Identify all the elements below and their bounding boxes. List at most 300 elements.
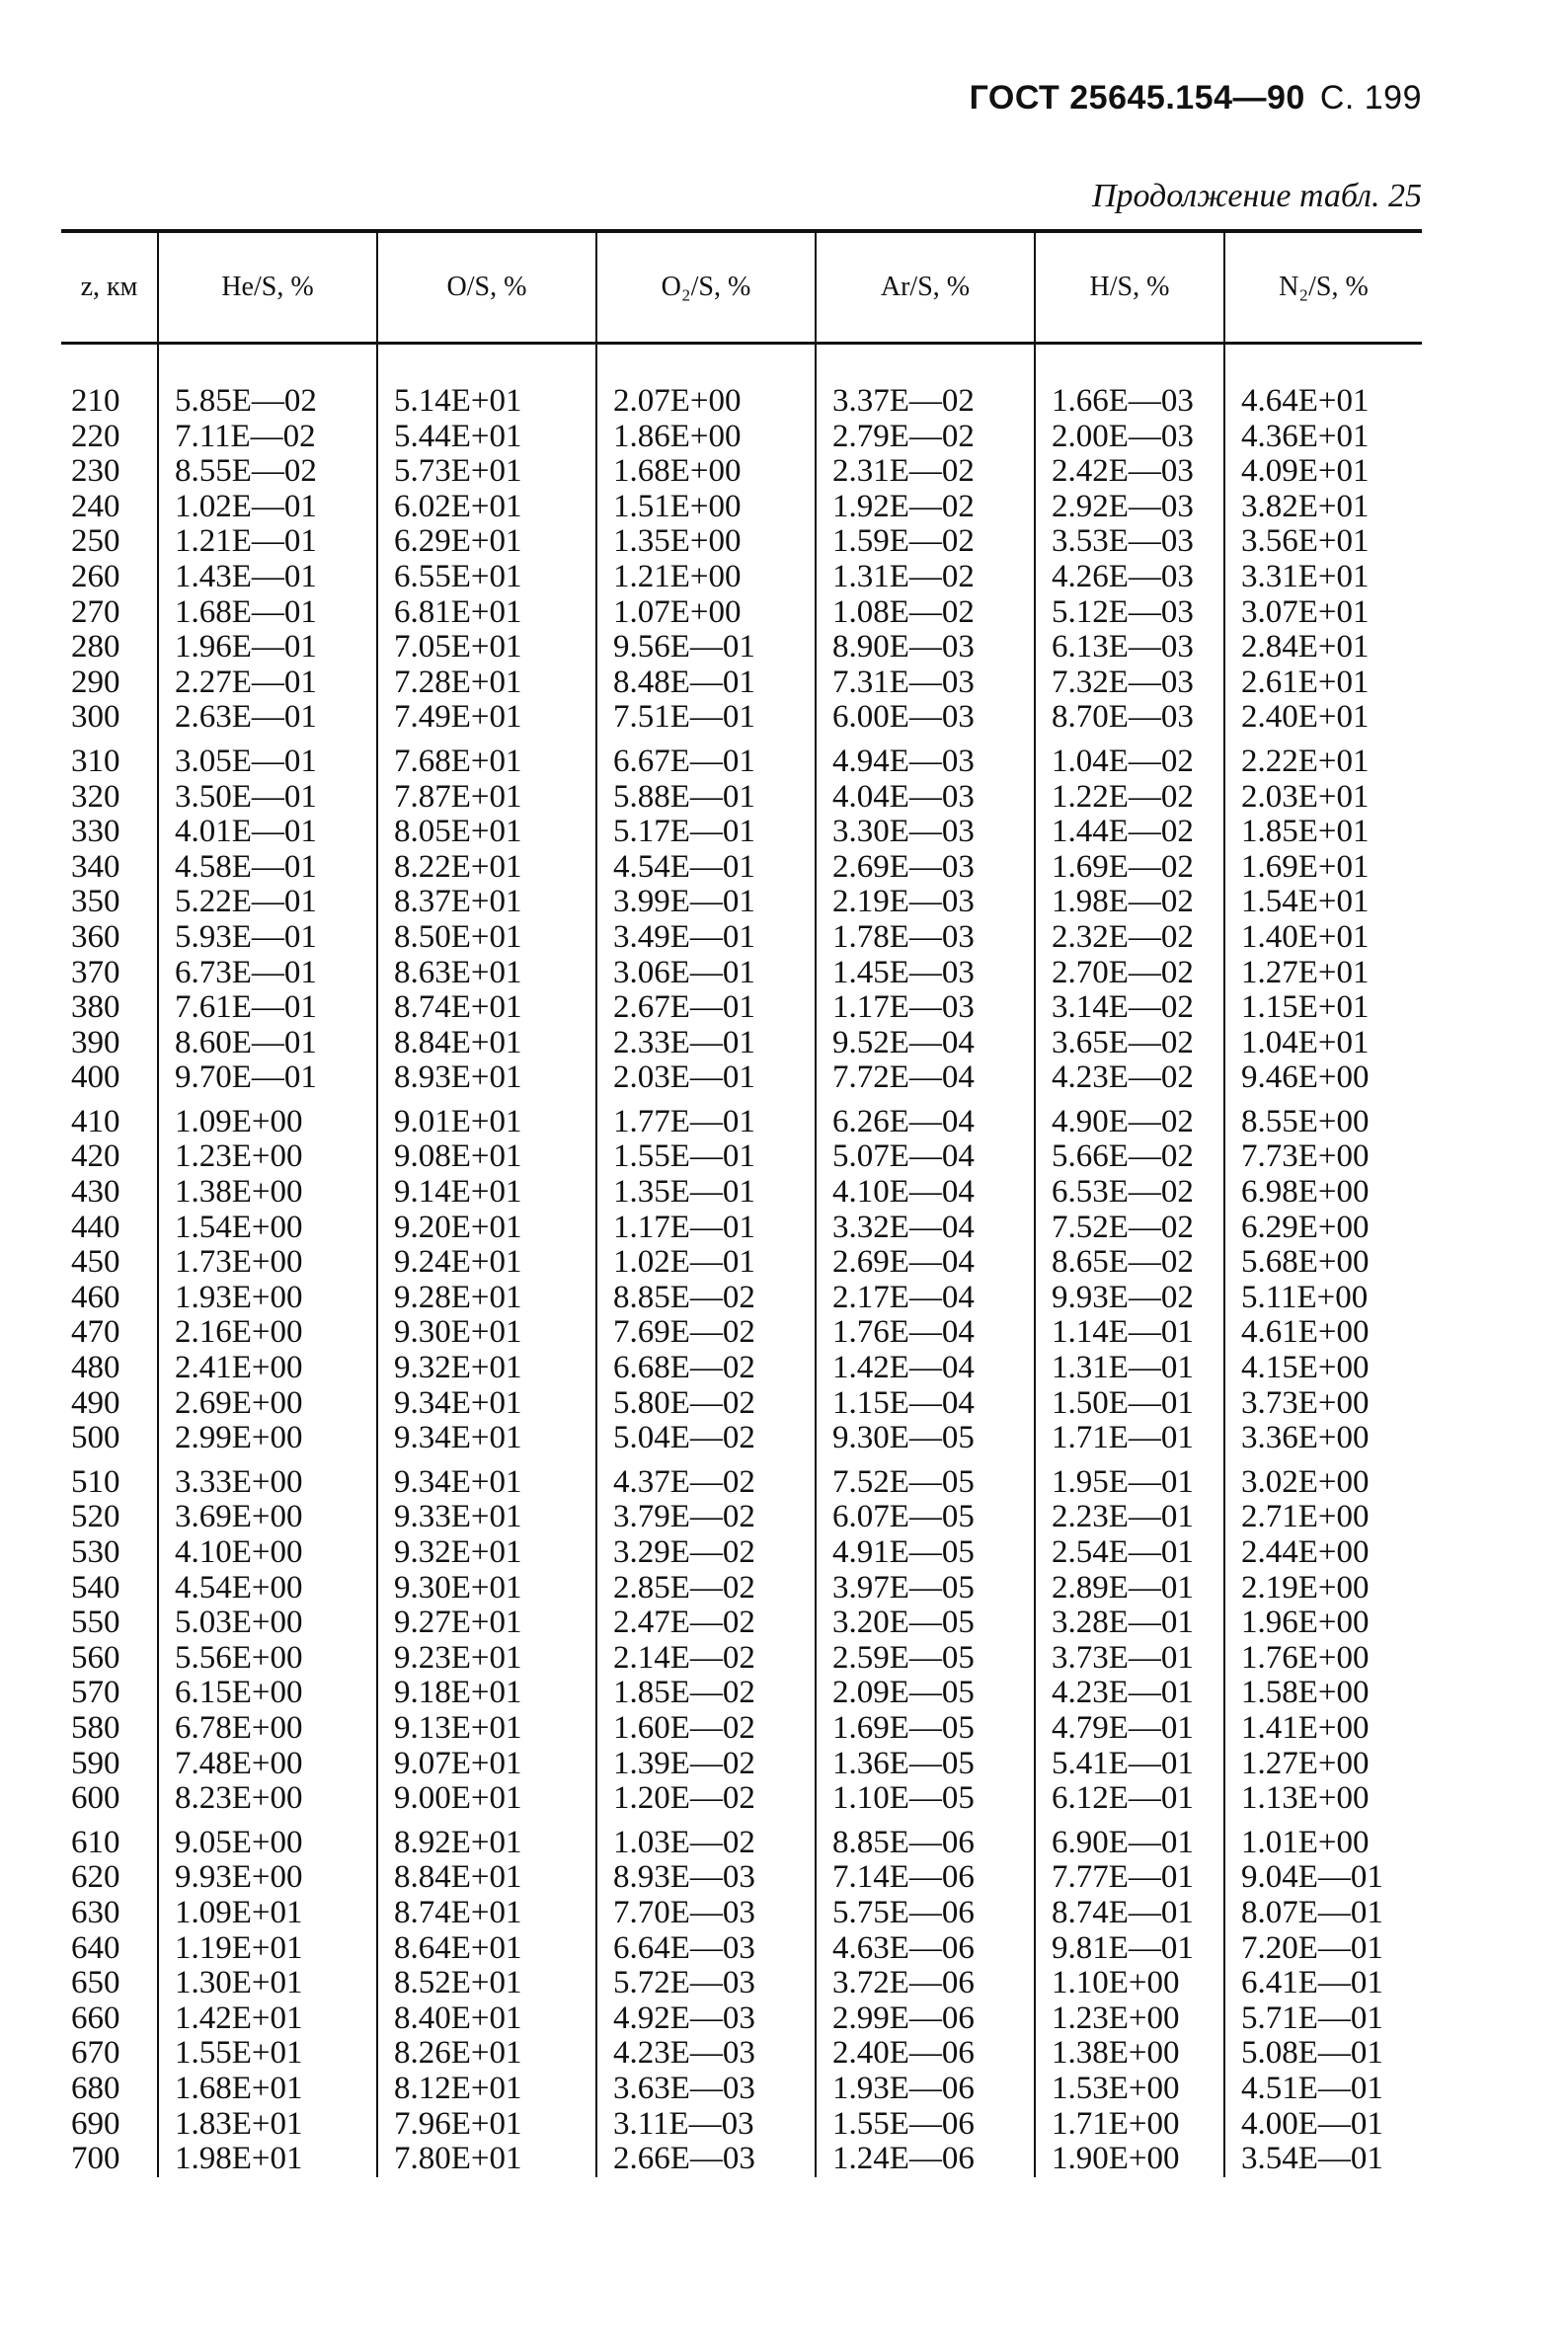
he-cell: 1.23E+00 [158,1139,377,1175]
h-cell: 1.98E—02 [1035,885,1224,920]
altitude-cell: 600 [71,1780,120,1817]
ar-cell: 1.36E—05 [816,1747,1035,1782]
n2-cell: 1.58E+00 [1224,1676,1422,1711]
ar-cell: 5.07E—04 [816,1139,1035,1175]
table-row [61,1535,1422,1571]
o-cell: 7.87E+01 [377,780,596,816]
altitude-cell: 380 [71,989,120,1026]
o-cell: 8.40E+01 [377,2001,596,2037]
o2-cell: 8.48E—01 [596,666,816,701]
o-cell: 7.49E+01 [377,700,596,736]
n2-cell: 3.54E—01 [1224,2142,1422,2177]
table-row [61,1500,1422,1535]
o-cell: 9.14E+01 [377,1175,596,1211]
o-cell: 9.30E+01 [377,1571,596,1607]
table-row [61,1026,1422,1061]
o-cell: 7.68E+01 [377,736,596,780]
he-cell: 4.10E+00 [158,1535,377,1571]
table-header-row [61,231,1422,344]
he-cell: 5.22E—01 [158,885,377,920]
ar-cell: 9.52E—04 [816,1026,1035,1061]
h-cell: 6.90E—01 [1035,1817,1224,1861]
table-row [61,1175,1422,1211]
h-cell: 7.77E—01 [1035,1860,1224,1896]
h-cell: 5.66E—02 [1035,1139,1224,1175]
ar-cell: 4.94E—03 [816,736,1035,780]
he-cell: 2.69E+00 [158,1386,377,1422]
ar-cell: 1.15E—04 [816,1386,1035,1422]
ar-cell: 7.31E—03 [816,666,1035,701]
table-row [61,780,1422,816]
he-cell: 1.09E+01 [158,1896,377,1931]
ar-cell: 2.19E—03 [816,885,1035,920]
h-cell: 7.32E—03 [1035,666,1224,701]
ar-cell: 1.78E—03 [816,920,1035,956]
table-row [61,1386,1422,1422]
altitude-cell: 430 [71,1174,120,1211]
n2-cell: 4.61E+00 [1224,1315,1422,1351]
species-ratio-table [61,229,1422,2177]
table-row [61,454,1422,490]
o-cell: 8.37E+01 [377,885,596,920]
h-cell: 1.04E—02 [1035,736,1224,780]
altitude-cell: 690 [71,2105,120,2142]
he-cell: 1.38E+00 [158,1175,377,1211]
he-cell: 6.73E—01 [158,956,377,991]
n2-cell: 3.07E+01 [1224,595,1422,631]
o2-cell: 2.85E—02 [596,1571,816,1607]
he-cell: 2.41E+00 [158,1351,377,1386]
o2-cell: 4.92E—03 [596,2001,816,2037]
o2-cell: 3.99E—01 [596,885,816,920]
h-cell: 8.65E—02 [1035,1245,1224,1281]
altitude-cell: 410 [71,1103,120,1139]
h-cell: 3.53E—03 [1035,524,1224,560]
o-cell: 9.08E+01 [377,1139,596,1175]
altitude-cell: 210 [71,383,120,419]
altitude-cell: 490 [71,1384,120,1421]
h-cell: 1.31E—01 [1035,1351,1224,1386]
o-cell: 9.33E+01 [377,1500,596,1535]
ar-cell: 1.93E—06 [816,2072,1035,2107]
altitude-cell: 470 [71,1314,120,1351]
n2-cell: 8.55E+00 [1224,1096,1422,1140]
he-cell: 5.85E—02 [158,344,377,420]
h-cell: 1.14E—01 [1035,1315,1224,1351]
o-cell: 7.28E+01 [377,666,596,701]
table-row [61,1781,1422,1817]
ar-cell: 6.07E—05 [816,1500,1035,1535]
o-cell: 9.34E+01 [377,1456,596,1501]
o-cell: 8.93E+01 [377,1060,596,1096]
n2-cell: 2.44E+00 [1224,1535,1422,1571]
altitude-cell: 440 [71,1209,120,1245]
o2-cell: 5.04E—02 [596,1421,816,1456]
altitude-cell: 330 [71,814,120,850]
o2-cell: 2.66E—03 [596,2142,816,2177]
n2-cell: 6.98E+00 [1224,1175,1422,1211]
o-cell: 9.32E+01 [377,1351,596,1386]
table-row [61,2036,1422,2072]
n2-cell: 1.76E+00 [1224,1641,1422,1677]
n2-cell: 1.41E+00 [1224,1711,1422,1747]
o2-cell: 5.80E—02 [596,1386,816,1422]
o2-cell: 7.70E—03 [596,1896,816,1931]
h-cell: 9.81E—01 [1035,1931,1224,1967]
n2-cell: 6.29E+00 [1224,1211,1422,1246]
ar-cell: 8.85E—06 [816,1817,1035,1861]
he-cell: 1.09E+00 [158,1096,377,1140]
altitude-cell: 340 [71,848,120,885]
ar-cell: 3.72E—06 [816,1966,1035,2001]
o-cell: 6.81E+01 [377,595,596,631]
o2-cell: 2.47E—02 [596,1606,816,1641]
table-row [61,990,1422,1026]
o2-cell: 5.72E—03 [596,1966,816,2001]
altitude-cell: 530 [71,1534,120,1570]
ar-cell: 3.30E—03 [816,815,1035,850]
h-cell: 1.10E+00 [1035,1966,1224,2001]
ar-cell: 3.37E—02 [816,344,1035,420]
he-cell: 8.23E+00 [158,1781,377,1817]
o2-cell: 1.55E—01 [596,1139,816,1175]
o2-cell: 1.02E—01 [596,1245,816,1281]
table-row [61,1571,1422,1607]
o2-cell: 6.67E—01 [596,736,816,780]
h-cell: 4.79E—01 [1035,1711,1224,1747]
o2-cell: 4.23E—03 [596,2036,816,2072]
ar-cell: 1.92E—02 [816,490,1035,525]
o-cell: 9.01E+01 [377,1096,596,1140]
h-cell: 1.69E—02 [1035,850,1224,886]
o2-cell: 7.51E—01 [596,700,816,736]
o2-cell: 3.49E—01 [596,920,816,956]
ar-cell: 2.17E—04 [816,1281,1035,1316]
ar-cell: 6.00E—03 [816,700,1035,736]
o2-cell: 1.21E+00 [596,560,816,595]
h-cell: 3.14E—02 [1035,990,1224,1026]
n2-cell: 5.08E—01 [1224,2036,1422,2072]
table-row [61,850,1422,886]
table-row [61,1966,1422,2001]
o-cell: 8.74E+01 [377,990,596,1026]
altitude-cell: 310 [71,743,120,779]
n2-cell: 1.04E+01 [1224,1026,1422,1061]
o2-cell: 1.03E—02 [596,1817,816,1861]
table-row [61,1931,1422,1967]
he-cell: 3.05E—01 [158,736,377,780]
altitude-cell: 480 [71,1350,120,1386]
h-cell: 1.53E+00 [1035,2072,1224,2107]
n2-cell: 6.41E—01 [1224,1966,1422,2001]
altitude-cell: 520 [71,1499,120,1535]
o2-cell: 1.07E+00 [596,595,816,631]
o2-cell: 2.07E+00 [596,344,816,420]
altitude-cell: 630 [71,1894,120,1930]
o2-cell: 3.11E—03 [596,2107,816,2143]
o-cell: 8.05E+01 [377,815,596,850]
ar-cell: 2.69E—04 [816,1245,1035,1281]
altitude-cell: 280 [71,629,120,666]
h-cell: 8.70E—03 [1035,700,1224,736]
n2-cell: 7.20E—01 [1224,1931,1422,1967]
table-row [61,420,1422,455]
table-row [61,524,1422,560]
o-cell: 5.44E+01 [377,420,596,455]
column-header-n2: N₂/S, % [1224,231,1422,344]
he-cell: 1.21E—01 [158,524,377,560]
table-row [61,1096,1422,1140]
table-row [61,344,1422,420]
h-cell: 4.90E—02 [1035,1096,1224,1140]
o-cell: 8.64E+01 [377,1931,596,1967]
n2-cell: 2.19E+00 [1224,1571,1422,1607]
table-row [61,560,1422,595]
h-cell: 4.23E—02 [1035,1060,1224,1096]
column-header-altitude: z, км [61,231,158,344]
n2-cell: 1.01E+00 [1224,1817,1422,1861]
o2-cell: 2.14E—02 [596,1641,816,1677]
n2-cell: 2.40E+01 [1224,700,1422,736]
o-cell: 9.34E+01 [377,1386,596,1422]
ar-cell: 1.42E—04 [816,1351,1035,1386]
he-cell: 7.11E—02 [158,420,377,455]
h-cell: 2.70E—02 [1035,956,1224,991]
o2-cell: 4.54E—01 [596,850,816,886]
o2-cell: 2.67E—01 [596,990,816,1026]
altitude-cell: 350 [71,884,120,920]
o2-cell: 1.86E+00 [596,420,816,455]
ar-cell: 4.63E—06 [816,1931,1035,1967]
n2-cell: 2.84E+01 [1224,630,1422,666]
he-cell: 8.55E—02 [158,454,377,490]
he-cell: 1.83E+01 [158,2107,377,2143]
table-row [61,1747,1422,1782]
table-row [61,1139,1422,1175]
altitude-cell: 300 [71,699,120,736]
table-row [61,2001,1422,2037]
page-number: С. 199 [1319,79,1422,117]
n2-cell: 4.51E—01 [1224,2072,1422,2107]
h-cell: 2.00E—03 [1035,420,1224,455]
ar-cell: 1.55E—06 [816,2107,1035,2143]
o-cell: 9.28E+01 [377,1281,596,1316]
he-cell: 1.98E+01 [158,2142,377,2177]
o2-cell: 3.06E—01 [596,956,816,991]
h-cell: 6.53E—02 [1035,1175,1224,1211]
he-cell: 3.33E+00 [158,1456,377,1501]
altitude-cell: 320 [71,778,120,815]
o-cell: 8.12E+01 [377,2072,596,2107]
he-cell: 5.93E—01 [158,920,377,956]
he-cell: 5.56E+00 [158,1641,377,1677]
n2-cell: 5.11E+00 [1224,1281,1422,1316]
ar-cell: 3.32E—04 [816,1211,1035,1246]
o2-cell: 7.69E—02 [596,1315,816,1351]
column-header-o2: O₂/S, % [596,231,816,344]
he-cell: 9.05E+00 [158,1817,377,1861]
he-cell: 4.58E—01 [158,850,377,886]
n2-cell: 9.04E—01 [1224,1860,1422,1896]
altitude-cell: 450 [71,1244,120,1281]
n2-cell: 1.96E+00 [1224,1606,1422,1641]
o2-cell: 1.68E+00 [596,454,816,490]
n2-cell: 1.27E+00 [1224,1747,1422,1782]
o2-cell: 8.85E—02 [596,1281,816,1316]
h-cell: 1.90E+00 [1035,2142,1224,2177]
o-cell: 9.13E+01 [377,1711,596,1747]
table-row [61,1351,1422,1386]
ar-cell: 1.10E—05 [816,1781,1035,1817]
he-cell: 7.48E+00 [158,1747,377,1782]
altitude-cell: 570 [71,1675,120,1711]
altitude-cell: 590 [71,1745,120,1781]
column-header-he: He/S, % [158,231,377,344]
n2-cell: 2.03E+01 [1224,780,1422,816]
o-cell: 8.26E+01 [377,2036,596,2072]
he-cell: 1.68E+01 [158,2072,377,2107]
o-cell: 9.27E+01 [377,1606,596,1641]
he-cell: 5.03E+00 [158,1606,377,1641]
altitude-cell: 230 [71,453,120,490]
o2-cell: 1.77E—01 [596,1096,816,1140]
he-cell: 9.70E—01 [158,1060,377,1096]
o-cell: 5.14E+01 [377,344,596,420]
he-cell: 4.01E—01 [158,815,377,850]
o-cell: 8.84E+01 [377,1860,596,1896]
table-row [61,1606,1422,1641]
o-cell: 9.30E+01 [377,1315,596,1351]
table-continuation-caption: Продолжение табл. 25 [1091,178,1422,214]
table-row [61,1711,1422,1747]
n2-cell: 1.40E+01 [1224,920,1422,956]
ar-cell: 1.76E—04 [816,1315,1035,1351]
h-cell: 1.71E+00 [1035,2107,1224,2143]
altitude-cell: 260 [71,558,120,594]
ar-cell: 1.24E—06 [816,2142,1035,2177]
n2-cell: 3.56E+01 [1224,524,1422,560]
table-row [61,920,1422,956]
o2-cell: 1.35E+00 [596,524,816,560]
he-cell: 1.96E—01 [158,630,377,666]
o-cell: 9.34E+01 [377,1421,596,1456]
o2-cell: 5.88E—01 [596,780,816,816]
ar-cell: 1.45E—03 [816,956,1035,991]
he-cell: 1.73E+00 [158,1245,377,1281]
o-cell: 8.84E+01 [377,1026,596,1061]
standard-number: ГОСТ 25645.154—90 [969,79,1305,117]
altitude-cell: 580 [71,1709,120,1746]
o2-cell: 3.29E—02 [596,1535,816,1571]
altitude-cell: 370 [71,954,120,990]
h-cell: 6.12E—01 [1035,1781,1224,1817]
o-cell: 6.29E+01 [377,524,596,560]
he-cell: 1.42E+01 [158,2001,377,2037]
o2-cell: 1.60E—02 [596,1711,816,1747]
n2-cell: 3.82E+01 [1224,490,1422,525]
n2-cell: 4.09E+01 [1224,454,1422,490]
o2-cell: 2.33E—01 [596,1026,816,1061]
altitude-cell: 400 [71,1059,120,1096]
table-row [61,1817,1422,1861]
he-cell: 6.15E+00 [158,1676,377,1711]
table-row [61,630,1422,666]
n2-cell: 1.15E+01 [1224,990,1422,1026]
n2-cell: 1.54E+01 [1224,885,1422,920]
n2-cell: 1.85E+01 [1224,815,1422,850]
ar-cell: 4.04E—03 [816,780,1035,816]
o2-cell: 8.93E—03 [596,1860,816,1896]
table-row [61,885,1422,920]
o-cell: 8.52E+01 [377,1966,596,2001]
he-cell: 2.63E—01 [158,700,377,736]
o2-cell: 3.79E—02 [596,1500,816,1535]
n2-cell: 4.36E+01 [1224,420,1422,455]
altitude-cell: 290 [71,664,120,700]
o2-cell: 2.03E—01 [596,1060,816,1096]
altitude-cell: 510 [71,1463,120,1500]
o2-cell: 1.20E—02 [596,1781,816,1817]
page-header [0,79,1422,118]
o-cell: 9.00E+01 [377,1781,596,1817]
table-row [61,2107,1422,2143]
ar-cell: 1.69E—05 [816,1711,1035,1747]
o-cell: 9.07E+01 [377,1747,596,1782]
o2-cell: 9.56E—01 [596,630,816,666]
o2-cell: 6.64E—03 [596,1931,816,1967]
he-cell: 3.69E+00 [158,1500,377,1535]
h-cell: 2.42E—03 [1035,454,1224,490]
o-cell: 7.05E+01 [377,630,596,666]
o2-cell: 1.85E—02 [596,1676,816,1711]
o-cell: 8.92E+01 [377,1817,596,1861]
table-row [61,956,1422,991]
table-row [61,815,1422,850]
ar-cell: 6.26E—04 [816,1096,1035,1140]
h-cell: 2.89E—01 [1035,1571,1224,1607]
ar-cell: 8.90E—03 [816,630,1035,666]
altitude-cell: 640 [71,1929,120,1966]
n2-cell: 1.27E+01 [1224,956,1422,991]
ar-cell: 1.59E—02 [816,524,1035,560]
he-cell: 8.60E—01 [158,1026,377,1061]
h-cell: 1.38E+00 [1035,2036,1224,2072]
ar-cell: 4.91E—05 [816,1535,1035,1571]
o2-cell: 1.51E+00 [596,490,816,525]
altitude-cell: 420 [71,1138,120,1175]
table-row [61,595,1422,631]
he-cell: 4.54E+00 [158,1571,377,1607]
n2-cell: 7.73E+00 [1224,1139,1422,1175]
h-cell: 1.66E—03 [1035,344,1224,420]
n2-cell: 5.71E—01 [1224,2001,1422,2037]
h-cell: 4.26E—03 [1035,560,1224,595]
n2-cell: 4.15E+00 [1224,1351,1422,1386]
he-cell: 2.99E+00 [158,1421,377,1456]
table-row [61,700,1422,736]
altitude-cell: 670 [71,2035,120,2072]
n2-cell: 2.71E+00 [1224,1500,1422,1535]
table-row [61,1676,1422,1711]
table-row [61,1060,1422,1096]
h-cell: 1.23E+00 [1035,2001,1224,2037]
data-table-frame [61,229,1422,2177]
table-row [61,1245,1422,1281]
table-row [61,2072,1422,2107]
h-cell: 4.23E—01 [1035,1676,1224,1711]
ar-cell: 9.30E—05 [816,1421,1035,1456]
h-cell: 8.74E—01 [1035,1896,1224,1931]
